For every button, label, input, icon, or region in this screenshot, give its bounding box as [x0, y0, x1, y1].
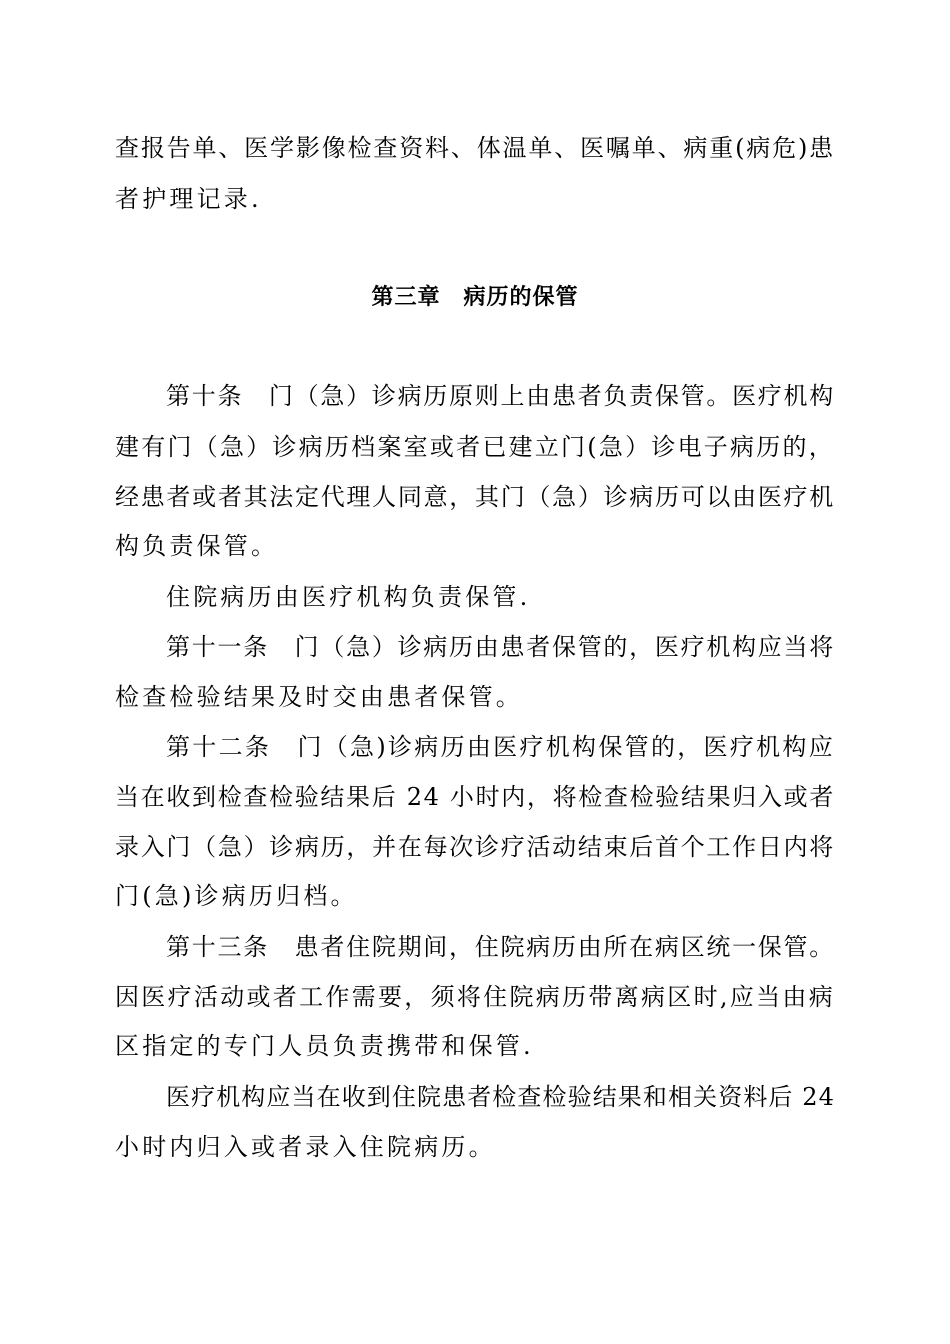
article-12-line-3: 录入门（急）诊病历，并在每次诊疗活动结束后首个工作日内将 — [115, 833, 835, 861]
intro-line-1: 查报告单、医学影像检查资料、体温单、医嘱单、病重(病危)患 — [115, 134, 835, 162]
article-10-paragraph-2: 住院病历由医疗机构负责保管. — [166, 583, 531, 611]
article-13-line-1: 第十三条 患者住院期间，住院病历由所在病区统一保管。 — [166, 933, 835, 961]
article-13-line-3: 区指定的专门人员负责携带和保管. — [115, 1032, 534, 1060]
article-12-line-1: 第十二条 门（急)诊病历由医疗机构保管的，医疗机构应 — [166, 733, 835, 761]
article-10-line-3: 经患者或者其法定代理人同意，其门（急）诊病历可以由医疗机 — [115, 483, 835, 511]
article-13-paragraph-2-line-2: 小时内归入或者录入住院病历。 — [115, 1133, 496, 1161]
article-12-line-2: 当在收到检查检验结果后 24 小时内，将检查检验结果归入或者 — [115, 783, 835, 811]
article-13-paragraph-2-line-1: 医疗机构应当在收到住院患者检查检验结果和相关资料后 24 — [166, 1083, 835, 1111]
article-12-line-4: 门(急)诊病历归档。 — [115, 882, 358, 910]
article-13-line-2: 因医疗活动或者工作需要，须将住院病历带离病区时,应当由病 — [115, 983, 835, 1011]
intro-line-2: 者护理记录. — [115, 185, 262, 213]
article-11-line-2: 检查检验结果及时交由患者保管。 — [115, 683, 523, 711]
article-10-line-4: 构负责保管。 — [115, 532, 279, 560]
article-10-line-2: 建有门（急）诊病历档案室或者已建立门(急）诊电子病历的， — [115, 433, 835, 461]
article-11-line-1: 第十一条 门（急）诊病历由患者保管的，医疗机构应当将 — [166, 633, 835, 661]
chapter-title: 第三章 病历的保管 — [371, 285, 579, 310]
article-10-line-1: 第十条 门（急）诊病历原则上由患者负责保管。医疗机构 — [166, 382, 835, 410]
